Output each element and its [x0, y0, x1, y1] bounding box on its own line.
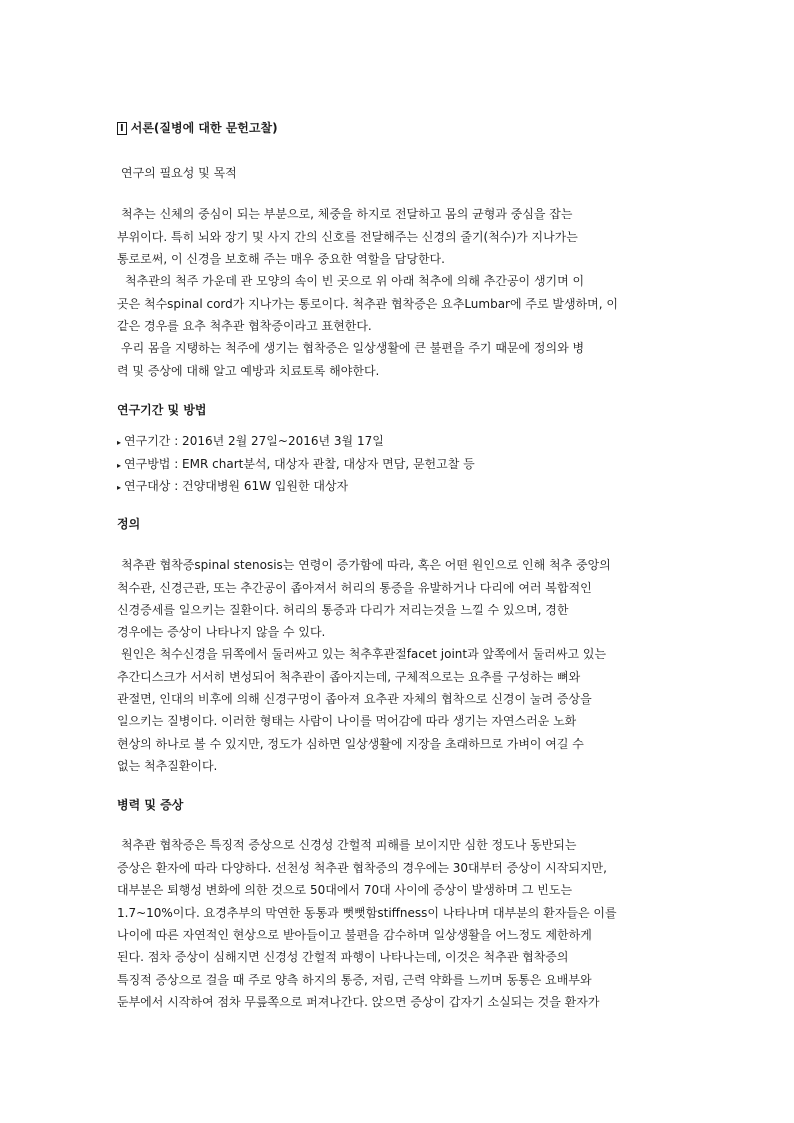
definition-line: 원인은 척수신경을 뒤쪽에서 둘러싸고 있는 척추후관절facet joint과 앞쪽에서 둘러싸고 있는 — [121, 647, 607, 661]
purpose-line: 척추는 신체의 중심이 되는 부분으로, 체중을 하지로 전달하고 몸의 균형과 중심을 잡는 — [121, 207, 573, 221]
symptoms-line: 나이에 따른 자연적인 현상으로 받아들이고 불편을 감수하며 일상생활을 어느정도 제한하게 — [117, 928, 592, 942]
purpose-heading: 연구의 필요성 및 목적 — [121, 166, 237, 180]
method-item-text: 연구방법 : EMR chart분석, 대상자 관찰, 대상자 면담, 문헌고찰 등 — [124, 457, 475, 471]
symptoms-line: 1.7~10%이다. 요경추부의 막연한 동통과 뻣뻣함stiffness이 나타나며 대부분의 환자들은 이를 — [117, 906, 617, 920]
definition-heading: 정의 — [117, 517, 141, 531]
period-heading: 연구기간 및 방법 — [117, 403, 207, 417]
symptoms-heading: 병력 및 증상 — [117, 798, 184, 812]
definition-line: 추간디스크가 서서히 변성되어 척추관이 좁아지는데, 구체적으로는 요추를 구성하는 뼈와 — [117, 670, 581, 684]
method-item — [117, 456, 475, 474]
purpose-line: 부위이다. 특히 뇌와 장기 및 사지 간의 신호를 전달해주는 신경의 줄기(척수)가 지나가는 — [117, 230, 578, 244]
definition-line: 관절면, 인대의 비후에 의해 신경구멍이 좁아져 요추관 자체의 협착으로 신경이 눌려 증상을 — [117, 692, 592, 706]
purpose-line: 척추관의 척주 가운데 관 모양의 속이 빈 곳으로 위 아래 척추에 의해 추간공이 생기며 이 — [125, 274, 585, 288]
section-number-marker: I — [117, 122, 127, 135]
method-item — [117, 433, 384, 451]
symptoms-line: 증상은 환자에 따라 다양하다. 선천성 척추관 협착증의 경우에는 30대부터 증상이 시작되지만, — [117, 861, 607, 875]
definition-line: 척추관 협착증spinal stenosis는 연령이 증가함에 따라, 혹은 어떤 원인으로 인해 척추 중앙의 — [121, 558, 611, 572]
definition-line: 경우에는 증상이 나타나지 않을 수 있다. — [117, 625, 326, 639]
bullet-triangle-icon: ▸ — [117, 438, 122, 447]
purpose-line: 력 및 증상에 대해 알고 예방과 치료토록 해야한다. — [117, 364, 380, 378]
purpose-line: 곳은 척수spinal cord가 지나가는 통로이다. 척추관 협착증은 요추Lumbar에 주로 발생하며, 이 — [117, 297, 618, 311]
method-item-text: 연구대상 : 건양대병원 61W 입원한 대상자 — [124, 479, 349, 493]
symptoms-line: 둔부에서 시작하여 점차 무릎쪽으로 퍼져나간다. 앉으면 증상이 갑자기 소실되는 것을 환자가 — [117, 995, 600, 1009]
symptoms-line: 척추관 협착증은 특징적 증상으로 신경성 간헐적 피해를 보이지만 심한 정도나 동반되는 — [121, 838, 577, 852]
symptoms-line: 특징적 증상으로 걸을 때 주로 양측 하지의 통증, 저림, 근력 약화를 느끼며 동통은 요배부와 — [117, 973, 592, 987]
definition-line: 현상의 하나로 볼 수 있지만, 정도가 심하면 일상생활에 지장을 초래하므로 가벼이 여길 수 — [117, 737, 584, 751]
definition-line: 신경증세를 일으키는 질환이다. 허리의 통증과 다리가 저리는것을 느낄 수 있으며, 경한 — [117, 603, 569, 617]
section-title-text: 서론(질병에 대한 문헌고찰) — [130, 121, 278, 135]
method-item-text: 연구기간 : 2016년 2월 27일~2016년 3월 17일 — [124, 434, 384, 448]
definition-line: 일으키는 질병이다. 이러한 형태는 사람이 나이를 먹어감에 따라 생기는 자연스러운 노화 — [117, 714, 577, 728]
bullet-triangle-icon: ▸ — [117, 461, 122, 470]
method-item — [117, 478, 348, 496]
purpose-line: 같은 경우를 요추 척추관 협착증이라고 표현한다. — [117, 319, 372, 333]
definition-line: 없는 척추질환이다. — [117, 759, 218, 773]
section-title — [117, 120, 278, 136]
purpose-line: 우리 몸을 지탱하는 척주에 생기는 협착증은 일상생활에 큰 불편을 주기 때문에 정의와 병 — [121, 341, 585, 355]
bullet-triangle-icon: ▸ — [117, 483, 122, 492]
definition-line: 척수관, 신경근관, 또는 추간공이 좁아져서 허리의 통증을 유발하거나 다리에 여러 복합적인 — [117, 581, 592, 595]
symptoms-line: 된다. 점차 증상이 심해지면 신경성 간헐적 파행이 나타나는데, 이것은 척추관 협착증의 — [117, 950, 569, 964]
symptoms-line: 대부분은 퇴행성 변화에 의한 것으로 50대에서 70대 사이에 증상이 발생하며 그 빈도는 — [117, 883, 573, 897]
purpose-line: 통로로써, 이 신경을 보호해 주는 매우 중요한 역할을 담당한다. — [117, 252, 445, 266]
